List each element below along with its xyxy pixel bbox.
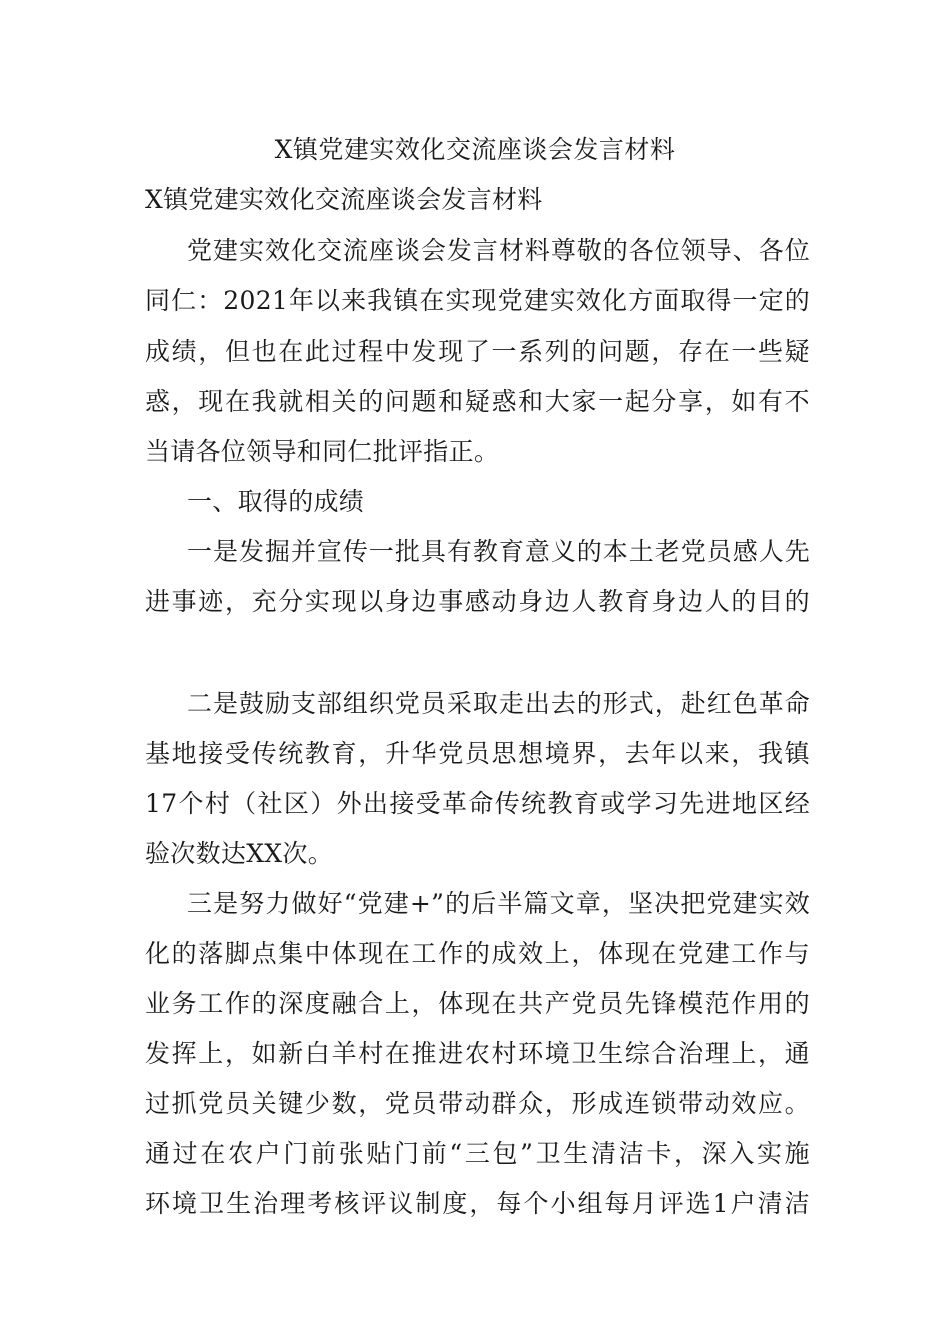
paragraph-line: 二是鼓励支部组织党员采取走出去的形式，赴红色革命 [187,689,810,718]
paragraph-line: 验次数达XX次。 [145,839,333,868]
paragraph-line: 当请各位领导和同仁批评指正。 [145,437,500,466]
paragraph-line: 惑，现在我就相关的问题和疑惑和大家一起分享，如有不 [145,387,810,416]
document-title: X镇党建实效化交流座谈会发言材料 [274,135,676,164]
paragraph-line: 17个村（社区）外出接受革命传统教育或学习先进地区经 [145,789,810,818]
paragraph-line: 过抓党员关键少数，党员带动群众，形成连锁带动效应。 [145,1089,810,1118]
paragraph-line: 一是发掘并宣传一批具有教育意义的本土老党员感人先 [187,537,810,566]
paragraph-line: 党建实效化交流座谈会发言材料尊敬的各位领导、各位 [187,236,810,265]
paragraph-line: 成绩，但也在此过程中发现了一系列的问题，存在一些疑 [145,337,810,366]
section-heading: 一、取得的成绩 [187,487,365,516]
paragraph-line: 同仁：2021年以来我镇在实现党建实效化方面取得一定的 [145,286,810,315]
document-subtitle: X镇党建实效化交流座谈会发言材料 [145,185,543,214]
paragraph-line: 业务工作的深度融合上，体现在共产党员先锋模范作用的 [145,989,810,1018]
paragraph-line: 三是努力做好“党建+”的后半篇文章，坚决把党建实效 [187,889,810,918]
paragraph-line: 通过在农户门前张贴门前“三包”卫生清洁卡，深入实施 [145,1139,810,1168]
paragraph-line: 发挥上，如新白羊村在推进农村环境卫生综合治理上，通 [145,1039,810,1068]
paragraph-line: 进事迹，充分实现以身边事感动身边人教育身边人的目的 [145,587,810,616]
paragraph-line: 环境卫生治理考核评议制度，每个小组每月评选1户清洁 [145,1189,810,1218]
paragraph-line: 基地接受传统教育，升华党员思想境界，去年以来，我镇 [145,739,810,768]
paragraph-line: 化的落脚点集中体现在工作的成效上，体现在党建工作与 [145,939,810,968]
